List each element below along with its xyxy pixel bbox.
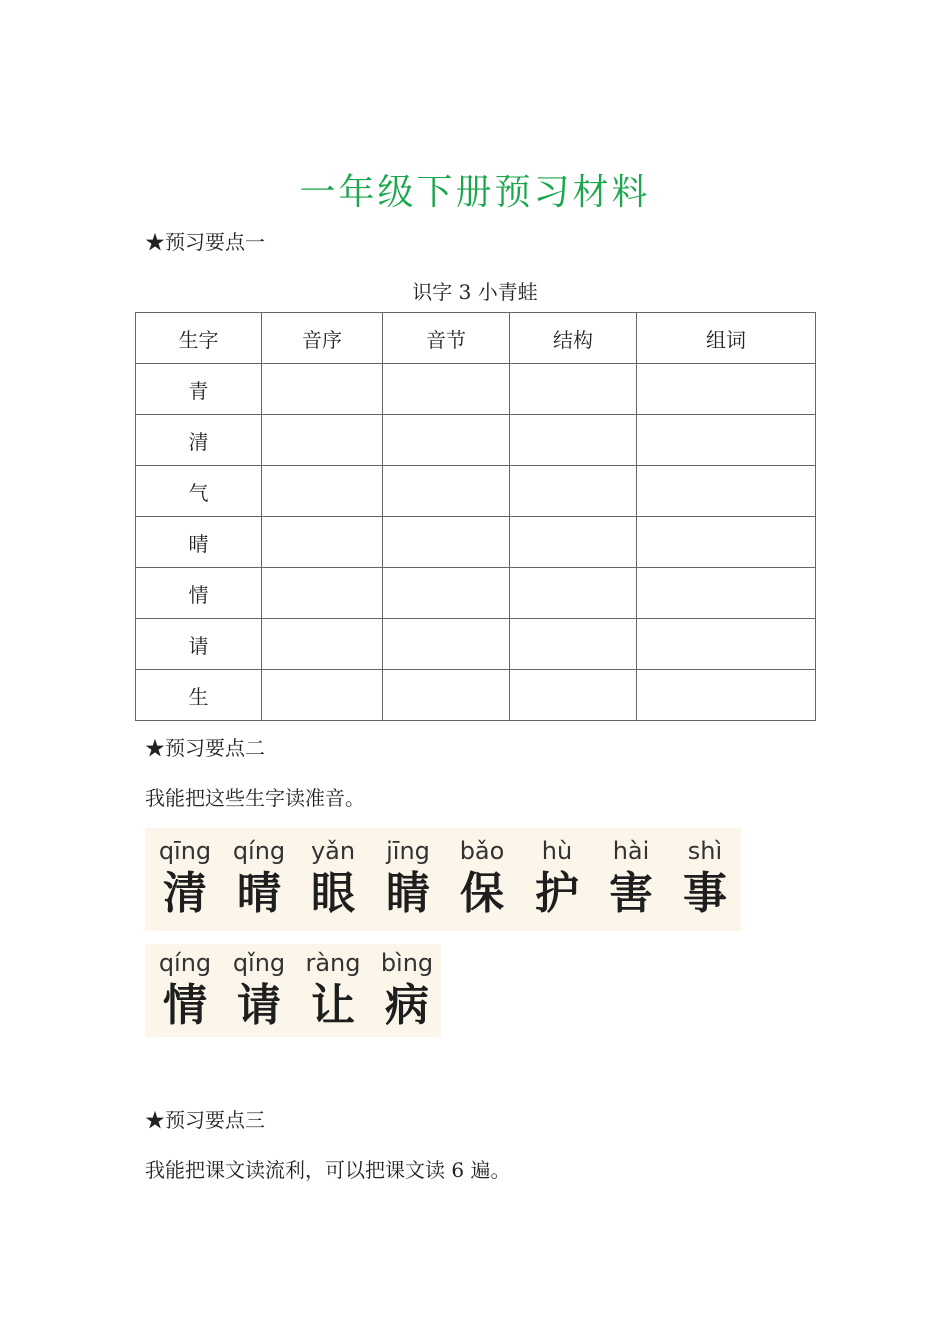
pinyin-char (372, 836, 444, 922)
blank-cell[interactable] (262, 364, 383, 415)
blank-cell[interactable] (637, 517, 816, 568)
table-row (136, 466, 816, 517)
character-cell: 生 (136, 670, 262, 721)
blank-cell[interactable] (262, 517, 383, 568)
instruction-3: 我能把课文读流利，可以把课文读 6 遍。 (145, 1158, 511, 1182)
character-cell: 请 (136, 619, 262, 670)
hanzi: 保 (460, 868, 504, 919)
blank-cell[interactable] (262, 568, 383, 619)
blank-cell[interactable] (637, 466, 816, 517)
blank-cell[interactable] (262, 670, 383, 721)
blank-cell[interactable] (510, 619, 637, 670)
blank-cell[interactable] (262, 415, 383, 466)
pinyin-char (297, 948, 369, 1034)
header-cell: 组词 (637, 313, 816, 364)
page-title: 一年级下册预习材料 (299, 172, 651, 213)
character-table (135, 312, 816, 721)
pinyin: hù (541, 837, 573, 865)
blank-cell[interactable] (383, 568, 510, 619)
blank-cell[interactable] (383, 670, 510, 721)
blank-cell[interactable] (383, 619, 510, 670)
pinyin-char (371, 948, 443, 1034)
section-heading-2: ★预习要点二 (145, 736, 265, 760)
hanzi: 护 (535, 868, 579, 919)
header-cell: 音序 (262, 313, 383, 364)
blank-cell[interactable] (510, 517, 637, 568)
pinyin: hài (612, 837, 650, 865)
blank-cell[interactable] (637, 364, 816, 415)
section-heading-1: ★预习要点一 (145, 230, 265, 254)
pinyin-char (223, 948, 295, 1034)
table-row (136, 364, 816, 415)
pinyin: qǐng (232, 949, 286, 977)
header-cell: 生字 (136, 313, 262, 364)
pinyin-char (223, 836, 295, 922)
section-heading-3: ★预习要点三 (145, 1108, 265, 1132)
pinyin: qíng (158, 949, 212, 977)
blank-cell[interactable] (637, 415, 816, 466)
pinyin-strip-2 (145, 944, 441, 1037)
pinyin: bǎo (459, 837, 505, 865)
pinyin-char (446, 836, 518, 922)
pinyin-strip-1 (145, 828, 741, 931)
hanzi: 睛 (386, 868, 430, 919)
blank-cell[interactable] (510, 466, 637, 517)
table-row (136, 670, 816, 721)
pinyin-char (149, 948, 221, 1034)
pinyin-char (297, 836, 369, 922)
pinyin-char (669, 836, 741, 922)
pinyin: bìng (380, 949, 434, 977)
table-row (136, 568, 816, 619)
blank-cell[interactable] (510, 364, 637, 415)
blank-cell[interactable] (637, 670, 816, 721)
table-row (136, 517, 816, 568)
header-cell: 音节 (383, 313, 510, 364)
hanzi: 清 (163, 868, 207, 919)
blank-cell[interactable] (510, 670, 637, 721)
blank-cell[interactable] (262, 619, 383, 670)
blank-cell[interactable] (637, 619, 816, 670)
hanzi: 情 (163, 980, 207, 1031)
blank-cell[interactable] (383, 517, 510, 568)
pinyin: jīng (386, 837, 430, 865)
hanzi: 眼 (311, 868, 355, 919)
character-cell: 青 (136, 364, 262, 415)
blank-cell[interactable] (383, 466, 510, 517)
character-cell: 晴 (136, 517, 262, 568)
blank-cell[interactable] (510, 415, 637, 466)
pinyin: ràng (305, 949, 361, 977)
pinyin: qīng (158, 837, 212, 865)
header-cell: 结构 (510, 313, 637, 364)
blank-cell[interactable] (637, 568, 816, 619)
blank-cell[interactable] (383, 415, 510, 466)
instruction-2: 我能把这些生字读准音。 (145, 786, 365, 810)
table-row (136, 619, 816, 670)
hanzi: 害 (609, 868, 653, 919)
pinyin-char (149, 836, 221, 922)
hanzi: 病 (385, 980, 429, 1031)
blank-cell[interactable] (383, 364, 510, 415)
lesson-title: 识字 3 小青蛙 (412, 280, 538, 304)
pinyin-char (595, 836, 667, 922)
blank-cell[interactable] (262, 466, 383, 517)
table-row (136, 415, 816, 466)
character-cell: 清 (136, 415, 262, 466)
pinyin-char (521, 836, 593, 922)
character-cell: 气 (136, 466, 262, 517)
pinyin: yǎn (310, 837, 356, 865)
hanzi: 请 (237, 980, 281, 1031)
hanzi: 让 (311, 980, 355, 1031)
hanzi: 事 (683, 868, 727, 919)
character-cell: 情 (136, 568, 262, 619)
table-header-row (136, 313, 816, 364)
hanzi: 晴 (237, 868, 281, 919)
pinyin: qíng (232, 837, 286, 865)
pinyin: shì (687, 837, 723, 865)
blank-cell[interactable] (510, 568, 637, 619)
